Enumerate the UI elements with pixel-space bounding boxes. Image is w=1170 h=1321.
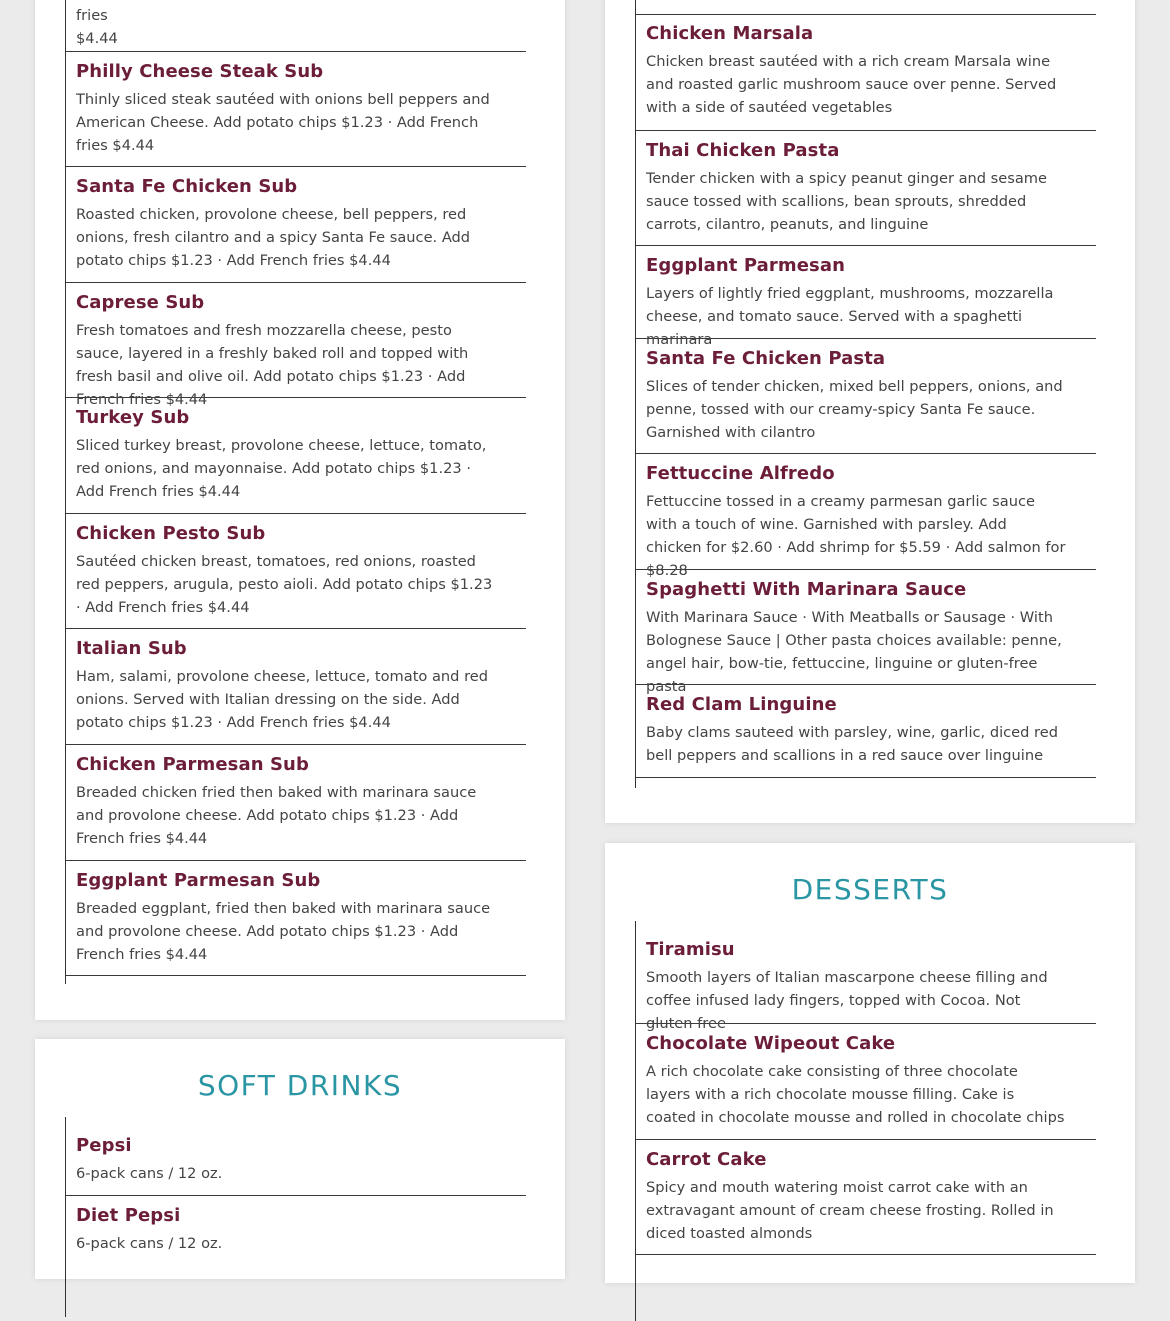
list-item[interactable] [636, 15, 1096, 131]
item-description: Breaded eggplant, fried then baked with marinara sauce and provolone cheese. Add potato chips $1.23 · Add French fries $4.44 [76, 900, 491, 963]
item-description [76, 0, 496, 50]
item-description: A rich chocolate cake consisting of three chocolate layers with a rich chocolate mousse filling. Cake is coated in chocolate mousse and rolled in chocolate chips [646, 1063, 1065, 1126]
pasta-card [605, 0, 1135, 823]
item-description: Spicy and mouth watering moist carrot cake with an extravagant amount of cream cheese frosting. Rolled in diced toasted almonds [646, 1179, 1054, 1242]
description-line: $4.44 [76, 30, 118, 47]
desserts-list [635, 921, 1096, 1321]
item-description: Fettuccine tossed in a creamy parmesan garlic sauce with a touch of wine. Garnished with parsley. Add chicken for $2.60 · Add shrimp for $5.59 · Add salmon for $8.28 [646, 493, 1066, 579]
list-item-partial [636, 0, 1096, 15]
section-title: SOFT DRINKS [197, 1069, 403, 1102]
item-name: Santa Fe Chicken Sub [76, 176, 298, 197]
list-item[interactable] [66, 398, 526, 514]
item-description: Ham, salami, provolone cheese, lettuce, tomato and red onions. Served with Italian dressing on the side. Add potato chips $1.23 · Add French fries $4.44 [76, 668, 489, 731]
subs-list [65, 0, 526, 984]
section-title: DESSERTS [791, 873, 949, 906]
item-name: Diet Pepsi [76, 1205, 181, 1226]
item-description: Roasted chicken, provolone cheese, bell peppers, red onions, fresh cilantro and a spicy Santa Fe sauce. Add potato chips $1.23 · Add French fries $4.44 [76, 206, 471, 269]
item-name: Thai Chicken Pasta [646, 140, 840, 161]
item-description: 6-pack cans / 12 oz. [76, 1235, 223, 1252]
item-name: Chocolate Wipeout Cake [646, 1033, 896, 1054]
item-description: Fresh tomatoes and fresh mozzarella cheese, pesto sauce, layered in a freshly baked roll and topped with fresh basil and olive oil. Add potato chips $1.23 · Add French fries $4.44 [76, 322, 469, 408]
list-item[interactable] [636, 454, 1096, 579]
item-name: Chicken Parmesan Sub [76, 754, 309, 775]
item-description: Sautéed chicken breast, tomatoes, red onions, roasted red peppers, arugula, pesto aioli. Add potato chips $1.23 · Add French fries $4.44 [76, 553, 493, 616]
item-name: Caprese Sub [76, 292, 205, 313]
list-item[interactable] [66, 1117, 526, 1196]
item-description: 6-pack cans / 12 oz. [76, 1165, 223, 1182]
item-name: Philly Cheese Steak Sub [76, 61, 324, 82]
item-name: Italian Sub [76, 638, 187, 659]
list-item[interactable] [66, 861, 526, 976]
item-name: Santa Fe Chicken Pasta [646, 348, 886, 369]
soft-drinks-list [65, 1117, 526, 1317]
pasta-list [635, 0, 1096, 788]
item-name: Eggplant Parmesan Sub [76, 870, 321, 891]
list-item[interactable] [636, 1024, 1096, 1140]
list-item[interactable] [636, 570, 1096, 695]
list-item[interactable] [66, 167, 526, 283]
item-name: Fettuccine Alfredo [646, 463, 835, 484]
list-item[interactable] [66, 52, 526, 167]
item-name: Tiramisu [646, 939, 735, 960]
subs-card [35, 0, 565, 1020]
item-name: Turkey Sub [76, 407, 190, 428]
list-item[interactable] [636, 921, 1096, 1032]
list-item[interactable] [66, 629, 526, 745]
list-item[interactable] [66, 745, 526, 861]
desserts-card [605, 843, 1135, 1283]
list-item[interactable] [66, 514, 526, 629]
item-description: Thinly sliced steak sautéed with onions bell peppers and American Cheese. Add potato chips $1.23 · Add French fries $4.44 [76, 91, 490, 154]
item-name: Pepsi [76, 1135, 132, 1156]
item-name: Spaghetti With Marinara Sauce [646, 579, 967, 600]
item-description: Breaded chicken fried then baked with marinara sauce and provolone cheese. Add potato chips $1.23 · Add French fries $4.44 [76, 784, 477, 847]
item-description: Sliced turkey breast, provolone cheese, lettuce, tomato, red onions, and mayonnaise. Add potato chips $1.23 · Add French fries $4.44 [76, 437, 487, 500]
soft-drinks-card [35, 1039, 565, 1279]
list-item[interactable] [636, 246, 1096, 348]
list-item[interactable] [636, 131, 1096, 246]
list-item-partial [66, 0, 526, 52]
list-item[interactable] [636, 339, 1096, 454]
list-item[interactable] [636, 685, 1096, 778]
item-name: Carrot Cake [646, 1149, 767, 1170]
description-line: fries [76, 7, 108, 24]
item-description: Smooth layers of Italian mascarpone cheese filling and coffee infused lady fingers, topped with Cocoa. Not gluten free [646, 969, 1048, 1032]
item-description: With Marinara Sauce · With Meatballs or Sausage · With Bolognese Sauce | Other pasta choices available: penne, angel hair, bow-tie, fettuccine, linguine or gluten-free pasta [646, 609, 1062, 695]
item-description: Layers of lightly fried eggplant, mushrooms, mozzarella cheese, and tomato sauce. Served with a spaghetti marinara [646, 285, 1054, 348]
list-item[interactable] [636, 1140, 1096, 1255]
item-description: Baby clams sauteed with parsley, wine, garlic, diced red bell peppers and scallions in a red sauce over linguine [646, 724, 1058, 764]
item-name: Eggplant Parmesan [646, 255, 846, 276]
item-name: Chicken Marsala [646, 23, 814, 44]
item-name: Chicken Pesto Sub [76, 523, 266, 544]
item-description: Chicken breast sautéed with a rich cream Marsala wine and roasted garlic mushroom sauce over penne. Served with a side of sautéed vegetables [646, 53, 1057, 116]
item-description: Tender chicken with a spicy peanut ginger and sesame sauce tossed with scallions, bean sprouts, shredded carrots, cilantro, peanuts, and linguine [646, 170, 1048, 233]
item-name: Red Clam Linguine [646, 694, 837, 715]
list-item[interactable] [66, 1196, 526, 1276]
list-item[interactable] [66, 283, 526, 408]
item-description: Slices of tender chicken, mixed bell peppers, onions, and penne, tossed with our creamy-spicy Santa Fe sauce. Garnished with cilantro [646, 378, 1063, 441]
